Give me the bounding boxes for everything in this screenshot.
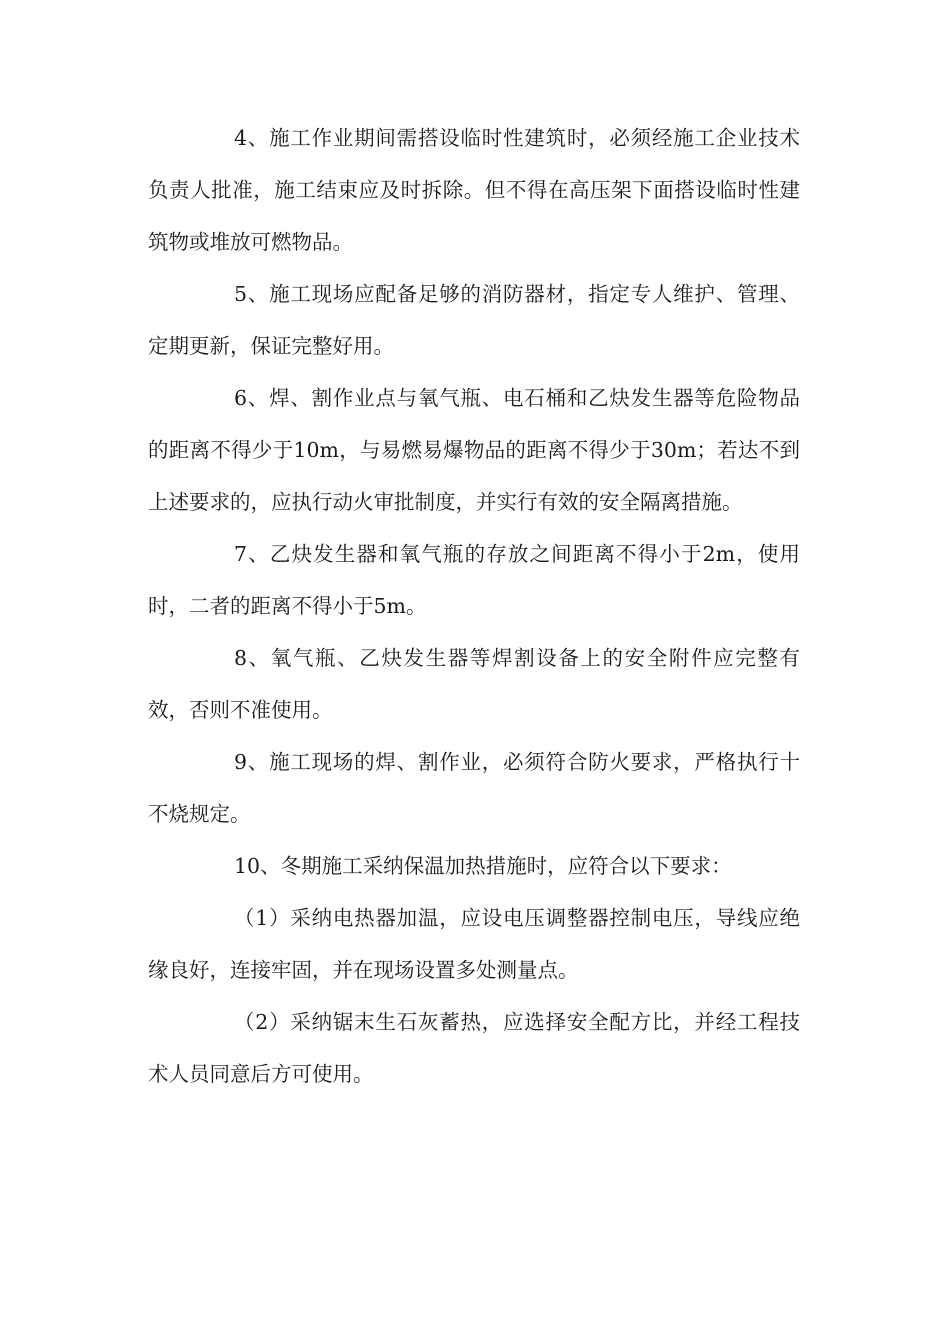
sub-item-2: （2）采纳锯末生石灰蓄热，应选择安全配方比，并经工程技术人员同意后方可使用。 [148, 1010, 800, 1086]
paragraph-item-5: 5、施工现场应配备足够的消防器材，指定专人维护、管理、定期更新，保证完整好用。 [148, 282, 800, 358]
paragraph-item-6: 6、焊、割作业点与氧气瓶、电石桶和乙炔发生器等危险物品的距离不得少于10m，与易燃易爆物品的距离不得少于30m；若达不到上述要求的，应执行动火审批制度，并实行有效的安全隔离措施。 [148, 386, 800, 514]
paragraph-item-8: 8、氧气瓶、乙炔发生器等焊割设备上的安全附件应完整有效，否则不准使用。 [148, 646, 800, 722]
document-body [148, 112, 800, 1100]
paragraph-item-9: 9、施工现场的焊、割作业，必须符合防火要求，严格执行十不烧规定。 [148, 750, 800, 826]
sub-item-1: （1）采纳电热器加温，应设电压调整器控制电压，导线应绝缘良好，连接牢固，并在现场设置多处测量点。 [148, 906, 800, 982]
paragraph-item-7: 7、乙炔发生器和氧气瓶的存放之间距离不得小于2m，使用时，二者的距离不得小于5m。 [148, 542, 800, 618]
paragraph-item-4: 4、施工作业期间需搭设临时性建筑时，必须经施工企业技术负责人批准，施工结束应及时拆除。但不得在高压架下面搭设临时性建筑物或堆放可燃物品。 [148, 126, 800, 254]
paragraph-item-10: 10、冬期施工采纳保温加热措施时，应符合以下要求： [234, 854, 732, 878]
